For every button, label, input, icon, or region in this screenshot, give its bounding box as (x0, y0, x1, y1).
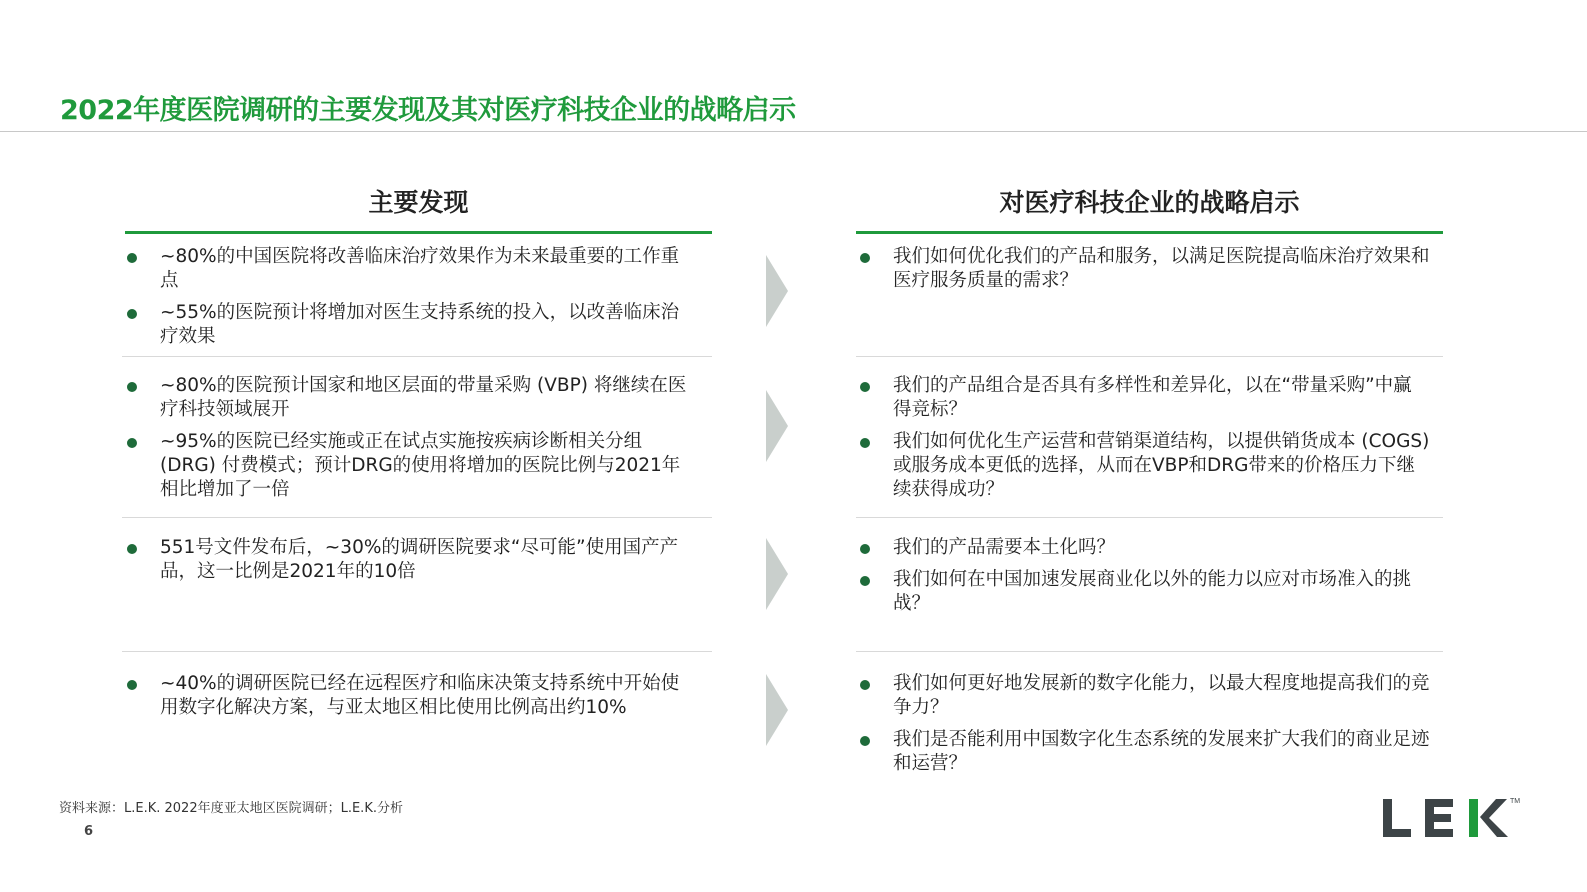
finding-item (127, 672, 697, 720)
implication-text: 我们是否能利用中国数字化生态系统的发展来扩大我们的商业足迹和运营？ (893, 729, 1430, 774)
implications-header: 对医疗科技企业的战略启示 (999, 188, 1300, 217)
row-3-implications (860, 536, 1430, 624)
bullet-icon (860, 253, 870, 263)
row-divider (122, 651, 712, 652)
implication-item (860, 728, 1430, 776)
chevron-right-icon (766, 538, 788, 610)
implication-item (860, 245, 1430, 293)
findings-header-underline (125, 231, 712, 234)
trademark-mark: TM (1510, 798, 1521, 805)
implication-text: 我们如何更好地发展新的数字化能力，以最大程度地提高我们的竞争力？ (893, 673, 1430, 718)
bullet-icon (860, 382, 870, 392)
row-divider (122, 517, 712, 518)
row-3-findings (127, 536, 697, 592)
source-note: 资料来源：L.E.K. 2022年度亚太地区医院调研；L.E.K.分析 (59, 801, 403, 816)
row-divider (856, 651, 1443, 652)
finding-item (127, 301, 697, 349)
bullet-icon (127, 438, 137, 448)
finding-item (127, 374, 697, 422)
finding-text: ~55%的医院预计将增加对医生支持系统的投入，以改善临床治疗效果 (160, 302, 680, 347)
bullet-icon (127, 253, 137, 263)
bullet-icon (860, 736, 870, 746)
implication-text: 我们如何优化我们的产品和服务，以满足医院提高临床治疗效果和医疗服务质量的需求？ (893, 246, 1430, 291)
title-divider (0, 131, 1587, 132)
bullet-icon (127, 680, 137, 690)
bullet-icon (127, 382, 137, 392)
finding-text: ~80%的医院预计国家和地区层面的带量采购 (VBP) 将继续在医疗科技领域展开 (160, 375, 687, 420)
row-2-implications (860, 374, 1430, 510)
row-1-implications (860, 245, 1430, 301)
bullet-icon (860, 576, 870, 586)
implication-item (860, 672, 1430, 720)
finding-text: ~40%的调研医院已经在远程医疗和临床决策支持系统中开始使用数字化解决方案，与亚太地区相比使用比例高出约10% (160, 673, 680, 718)
implication-item (860, 430, 1430, 502)
lek-logo (1381, 795, 1523, 841)
row-divider (122, 356, 712, 357)
implication-text: 我们如何在中国加速发展商业化以外的能力以应对市场准入的挑战？ (893, 569, 1412, 614)
bullet-icon (127, 309, 137, 319)
row-4-implications (860, 672, 1430, 784)
bullet-icon (860, 544, 870, 554)
findings-header: 主要发现 (368, 188, 469, 217)
bullet-icon (860, 438, 870, 448)
chevron-right-icon (766, 255, 788, 327)
row-divider (856, 356, 1443, 357)
implication-item (860, 536, 1430, 560)
finding-text: ~95%的医院已经实施或正在试点实施按疾病诊断相关分组 (DRG) 付费模式；预计DRG的使用将增加的医院比例与2021年相比增加了一倍 (160, 431, 681, 500)
row-divider (856, 517, 1443, 518)
row-1-findings (127, 245, 697, 357)
implication-item (860, 374, 1430, 422)
bullet-icon (860, 680, 870, 690)
finding-item (127, 245, 697, 293)
page-title: 2022年度医院调研的主要发现及其对医疗科技企业的战略启示 (60, 95, 796, 126)
bullet-icon (127, 544, 137, 554)
finding-text: ~80%的中国医院将改善临床治疗效果作为未来最重要的工作重点 (160, 246, 680, 291)
implications-header-underline (856, 231, 1443, 234)
page-number: 6 (84, 824, 94, 839)
chevron-right-icon (766, 674, 788, 746)
finding-item (127, 430, 697, 502)
implication-item (860, 568, 1430, 616)
implication-text: 我们如何优化生产运营和营销渠道结构，以提供销货成本 (COGS) 或服务成本更低的选择，从而在VBP和DRG带来的价格压力下继续获得成功？ (893, 431, 1430, 500)
row-2-findings (127, 374, 697, 510)
implication-text: 我们的产品组合是否具有多样性和差异化，以在“带量采购”中赢得竞标？ (893, 375, 1412, 420)
chevron-right-icon (766, 390, 788, 462)
finding-text: 551号文件发布后，~30%的调研医院要求“尽可能”使用国产产品，这一比例是2021年的10倍 (160, 537, 679, 582)
row-4-findings (127, 672, 697, 728)
implication-text: 我们的产品需要本土化吗？ (893, 537, 1116, 558)
finding-item (127, 536, 697, 584)
